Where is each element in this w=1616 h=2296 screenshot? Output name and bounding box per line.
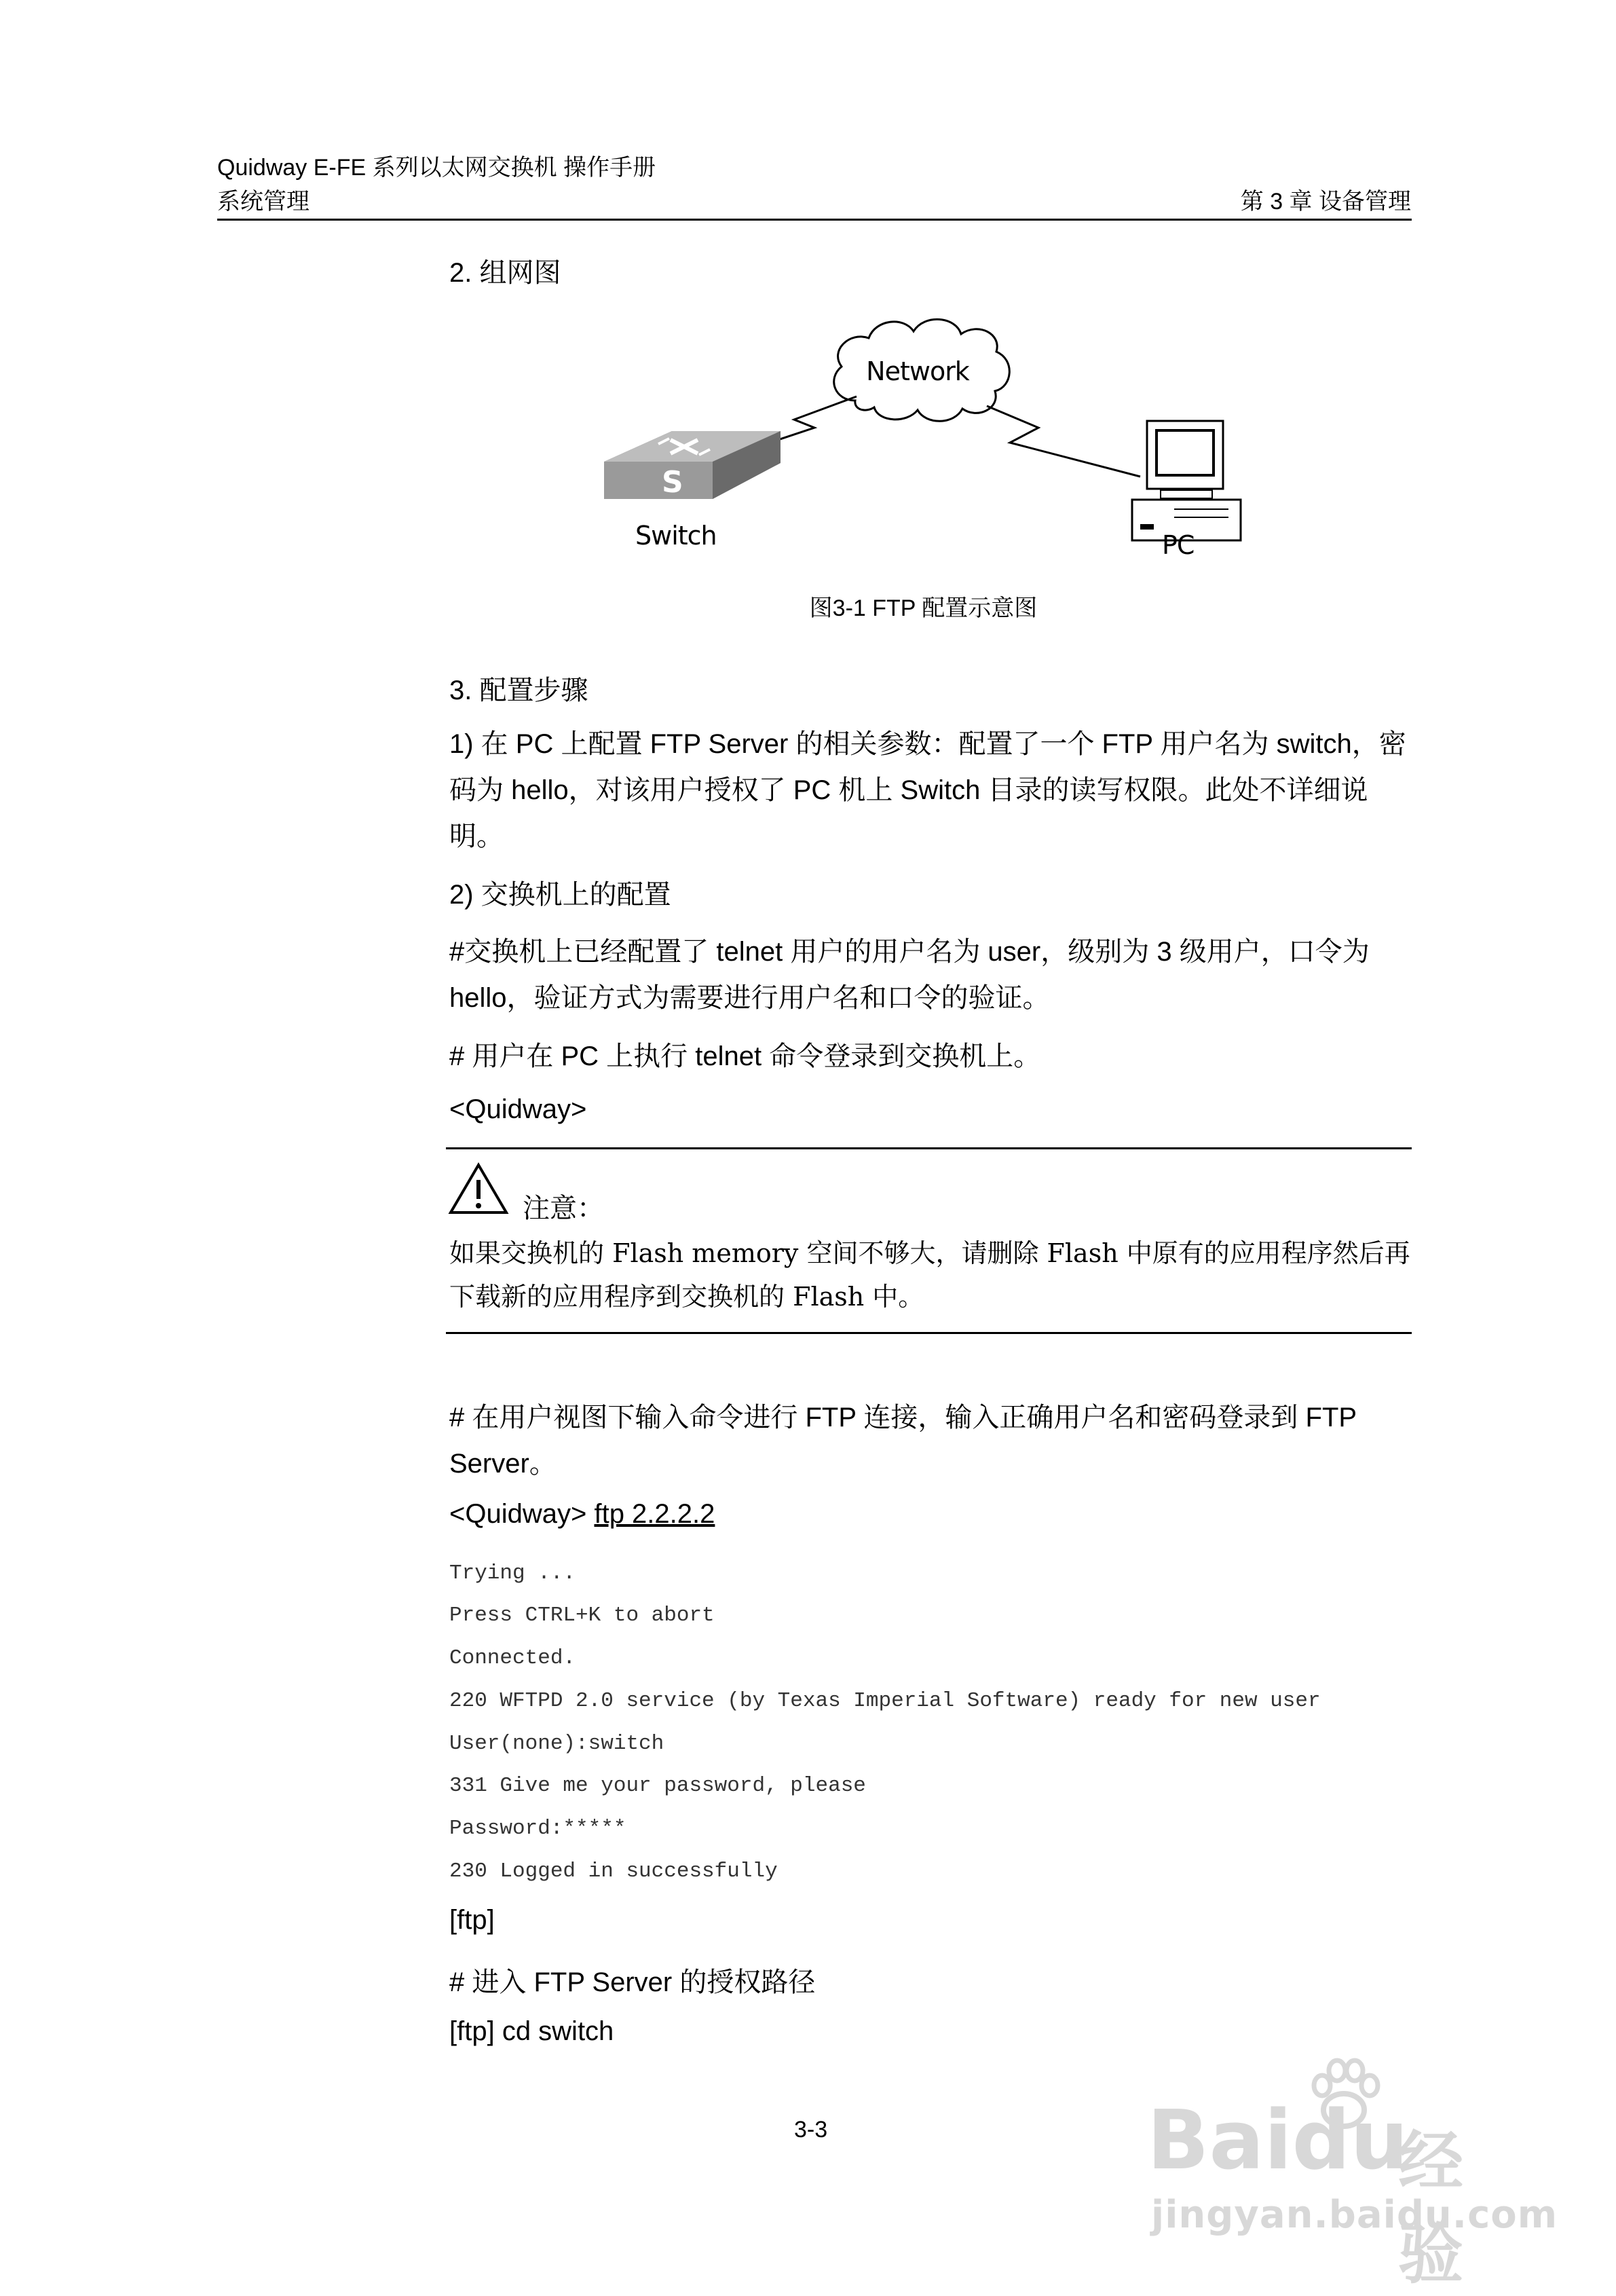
prompt-line: <Quidway> <box>449 1094 587 1124</box>
note-title: 注意： <box>523 1193 604 1223</box>
step-1-paragraph: 1) 在 PC 上配置 FTP Server 的相关参数：配置了一个 FTP 用户名为 switch，密码为 hello，对该用户授权了 PC 机上 Switch 目录的读写权限。此处不详细说明。 <box>449 729 1406 851</box>
step-2-heading: 2) 交换机上的配置 <box>449 880 671 910</box>
output-line: Trying ... <box>449 1561 576 1585</box>
section-title: 2. 组网图 <box>449 258 561 288</box>
switch-link <box>774 396 857 441</box>
note-top-rule <box>446 1147 1412 1149</box>
warning-icon <box>448 1162 509 1217</box>
watermark-product: 经验 <box>1398 2124 1463 2293</box>
switch-icon <box>604 431 781 500</box>
watermark-brand: Bai <box>1147 2094 1292 2188</box>
pc-icon <box>1132 421 1241 540</box>
watermark-url: jingyan.baidu.com <box>1151 2193 1558 2237</box>
note-bottom-rule <box>446 1332 1412 1334</box>
header-rule <box>217 219 1412 221</box>
ftp-connect-paragraph: # 在用户视图下输入命令进行 FTP 连接，输入正确用户名和密码登录到 FTP Server。 <box>449 1403 1357 1479</box>
baidu-watermark <box>1147 2057 1558 2293</box>
note-text: 如果交换机的 Flash memory 空间不够大，请删除 Flash 中原有的应用程序然后再下载新的应用程序到交换机的 Flash 中。 <box>449 1238 1410 1312</box>
output-line: 331 Give me your password, please <box>449 1774 866 1798</box>
pc-label: PC <box>1162 530 1195 560</box>
section-title: 3. 配置步骤 <box>449 675 588 705</box>
ftp-command-line <box>449 1499 715 1530</box>
cd-comment: # 进入 FTP Server 的授权路径 <box>449 1967 816 1997</box>
ftp-command: ftp 2.2.2.2 <box>594 1499 715 1529</box>
header-section: 系统管理 <box>217 189 309 215</box>
output-line: User(none):switch <box>449 1732 664 1756</box>
output-line: Press CTRL+K to abort <box>449 1604 715 1627</box>
ftp-prompt-line: [ftp] <box>449 1905 495 1935</box>
output-line: Connected. <box>449 1646 576 1670</box>
figure-caption-text: 图3-1 FTP 配置示意图 <box>809 595 1038 621</box>
cd-command-line: [ftp] cd switch <box>449 2016 614 2046</box>
network-label: Network <box>866 356 969 386</box>
ftp-prompt: <Quidway> <box>449 1499 595 1529</box>
output-line: 220 WFTPD 2.0 service (by Texas Imperial Software) ready for new user <box>449 1689 1321 1713</box>
figure-caption <box>0 589 1616 623</box>
output-line: 230 Logged in successfully <box>449 1859 778 1883</box>
switch-letter: S <box>662 465 683 500</box>
telnet-config-paragraph: #交换机上已经配置了 telnet 用户的用户名为 user，级别为 3 级用户，口令为 hello，验证方式为需要进行用户名和口令的验证。 <box>449 937 1370 1013</box>
header-title: Quidway E-FE 系列以太网交换机 操作手册 <box>217 155 656 181</box>
page-number: 3-3 <box>794 2117 828 2143</box>
paw-print-icon <box>1303 2057 1385 2132</box>
telnet-login-paragraph: # 用户在 PC 上执行 telnet 命令登录到交换机上。 <box>449 1041 1041 1071</box>
network-diagram-svg <box>590 299 1242 570</box>
output-line: Password:***** <box>449 1817 626 1840</box>
header-chapter: 第 3 章 设备管理 <box>1240 189 1411 215</box>
pc-link <box>987 406 1140 477</box>
network-diagram <box>590 299 1242 570</box>
switch-label: Switch <box>635 521 717 551</box>
watermark-brand-2: du <box>1292 2094 1408 2188</box>
